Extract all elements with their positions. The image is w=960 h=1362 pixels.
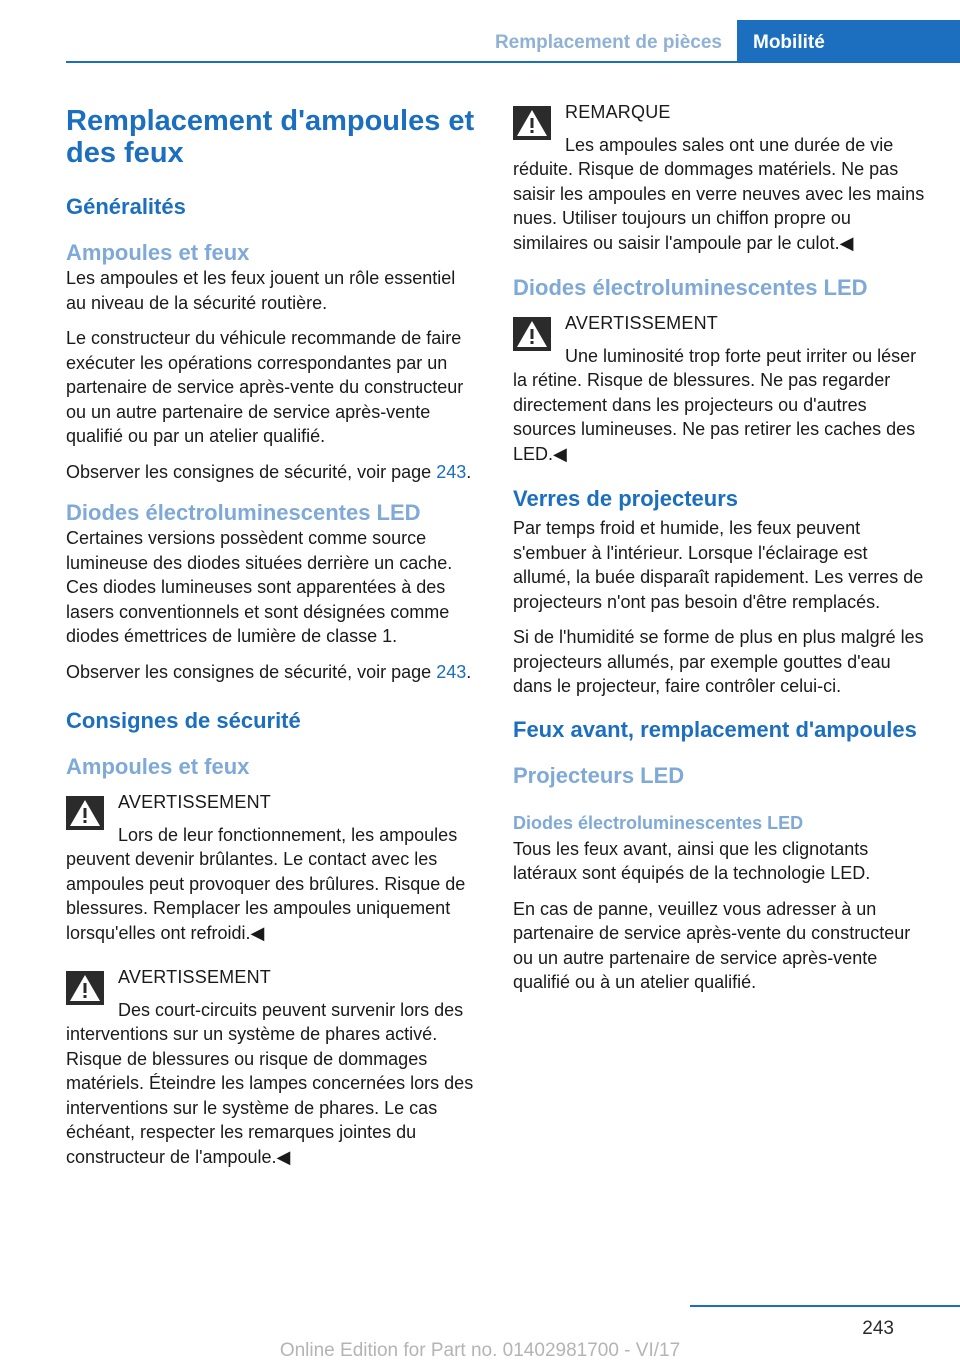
paragraph: Observer les consignes de sécurité, voir page 243.: [66, 661, 472, 682]
warning-body: Des court-circuits peuvent survenir lors des interventions sur un système de phares activé. Risque de blessures ou risque de dommages matériels. Éteindre les lampes concernées lors des interventions sur le système de phares. Le cas échéant, respecter les remarques jointes du constructeur de l'ampoule.◀: [66, 999, 474, 1167]
warning-body: Une luminosité trop forte peut irriter ou léser la rétine. Risque de blessures. Ne pas regarder directement dans les projecteurs ou d'autres sources lumineuses. Ne pas retirer les caches des LED.◀: [513, 345, 917, 464]
heading-ampoules-et-feux: Ampoules et feux: [66, 240, 250, 265]
heading-projecteurs-led: Projecteurs LED: [513, 762, 685, 788]
warning-triangle-icon: [66, 971, 104, 1005]
paragraph-text: Observer les consignes de sécurité, voir page: [66, 661, 437, 682]
heading-ampoules-et-feux-2: Ampoules et feux: [66, 754, 250, 779]
warning-triangle-icon: [513, 106, 551, 140]
heading-diodes-led: Diodes électroluminescentes LED: [66, 500, 421, 525]
heading-consignes-securite: Consignes de sécurité: [66, 708, 301, 733]
paragraph: Certaines versions possèdent comme source lumineuse des diodes situées derrière un cache. Ces diodes lumineuses sont apparentées à des lasers conventionnels et sont désignées comme diodes émettrices de lumière de classe 1.: [66, 528, 453, 646]
paragraph: Les ampoules et les feux jouent un rôle essentiel au niveau de la sécurité routière.: [66, 268, 456, 313]
page-number: 243: [862, 1318, 894, 1339]
footer-rule: [690, 1305, 960, 1307]
paragraph-text: Observer les consignes de sécurité, voir page: [66, 461, 437, 482]
page-link[interactable]: 243: [436, 661, 467, 682]
header-rule: [66, 61, 960, 63]
heading-diodes-led-sub: Diodes électroluminescentes LED: [513, 812, 804, 833]
edition-footer: Online Edition for Part no. 01402981700 - VI/17: [279, 1340, 681, 1361]
warning-title: AVERTISSEMENT: [118, 967, 271, 987]
paragraph: Tous les feux avant, ainsi que les clignotants latéraux sont équipés de la technologie LED.: [513, 838, 871, 883]
right-column: [513, 100, 927, 1006]
heading-verres-projecteurs: Verres de projecteurs: [513, 486, 739, 511]
heading-generalites: Généralités: [66, 194, 186, 219]
paragraph: Si de l'humidité se forme de plus en plus malgré les projecteurs allumés, par exemple gouttes d'eau dans le projecteur, faire contrôler celui-ci.: [513, 627, 924, 696]
remark-body: Les ampoules sales ont une durée de vie réduite. Risque de dommages matériels. Ne pas saisir les ampoules en verre neuves avec les mains nues. Utiliser toujours un chiffon propre ou similaires ou saisir l'ampoule par le culot.◀: [513, 134, 925, 253]
page-title: Remplacement d'ampoules et des feux: [66, 105, 475, 169]
warning-triangle-icon: [513, 317, 551, 351]
paragraph: Le constructeur du véhicule recommande de faire exécuter les opérations correspondantes par un partenaire de service après-vente du constructeur ou un autre partenaire de service après-vente qualifié ou par un atelier qualifié.: [66, 328, 464, 446]
warning-triangle-icon: [66, 796, 104, 830]
paragraph: Par temps froid et humide, les feux peuvent s'embuer à l'intérieur. Lorsque l'éclairage est allumé, la buée disparaît rapidement. Les verres de projecteurs n'ont pas besoin d'être remplacés.: [513, 518, 924, 612]
remark-title: REMARQUE: [565, 102, 671, 122]
paragraph: Observer les consignes de sécurité, voir page 243.: [66, 461, 472, 482]
header-section-title: Remplacement de pièces: [494, 32, 722, 53]
warning-block: [66, 790, 480, 945]
warning-body: Lors de leur fonctionnement, les ampoules peuvent devenir brûlantes. Le contact avec les ampoules peut provoquer des brûlures. Risque de blessures. Remplacer les ampoules uniquement lorsqu'elles ont refroidi.◀: [66, 824, 466, 943]
paragraph: En cas de panne, veuillez vous adresser à un partenaire de service après-vente du constructeur ou un autre partenaire de service après-vente qualifié ou à un atelier qualifié.: [513, 898, 911, 992]
header-chapter-tab: Mobilité: [737, 20, 960, 63]
heading-diodes-led: Diodes électroluminescentes LED: [513, 275, 868, 300]
left-column: [66, 100, 480, 1189]
warning-block: [513, 311, 927, 466]
warning-block: [66, 965, 480, 1169]
warning-title: AVERTISSEMENT: [118, 792, 271, 812]
warning-title: AVERTISSEMENT: [565, 313, 718, 333]
remark-block: [513, 100, 927, 255]
page-link[interactable]: 243: [436, 461, 467, 482]
heading-feux-avant: Feux avant, remplacement d'ampoules: [513, 716, 917, 742]
